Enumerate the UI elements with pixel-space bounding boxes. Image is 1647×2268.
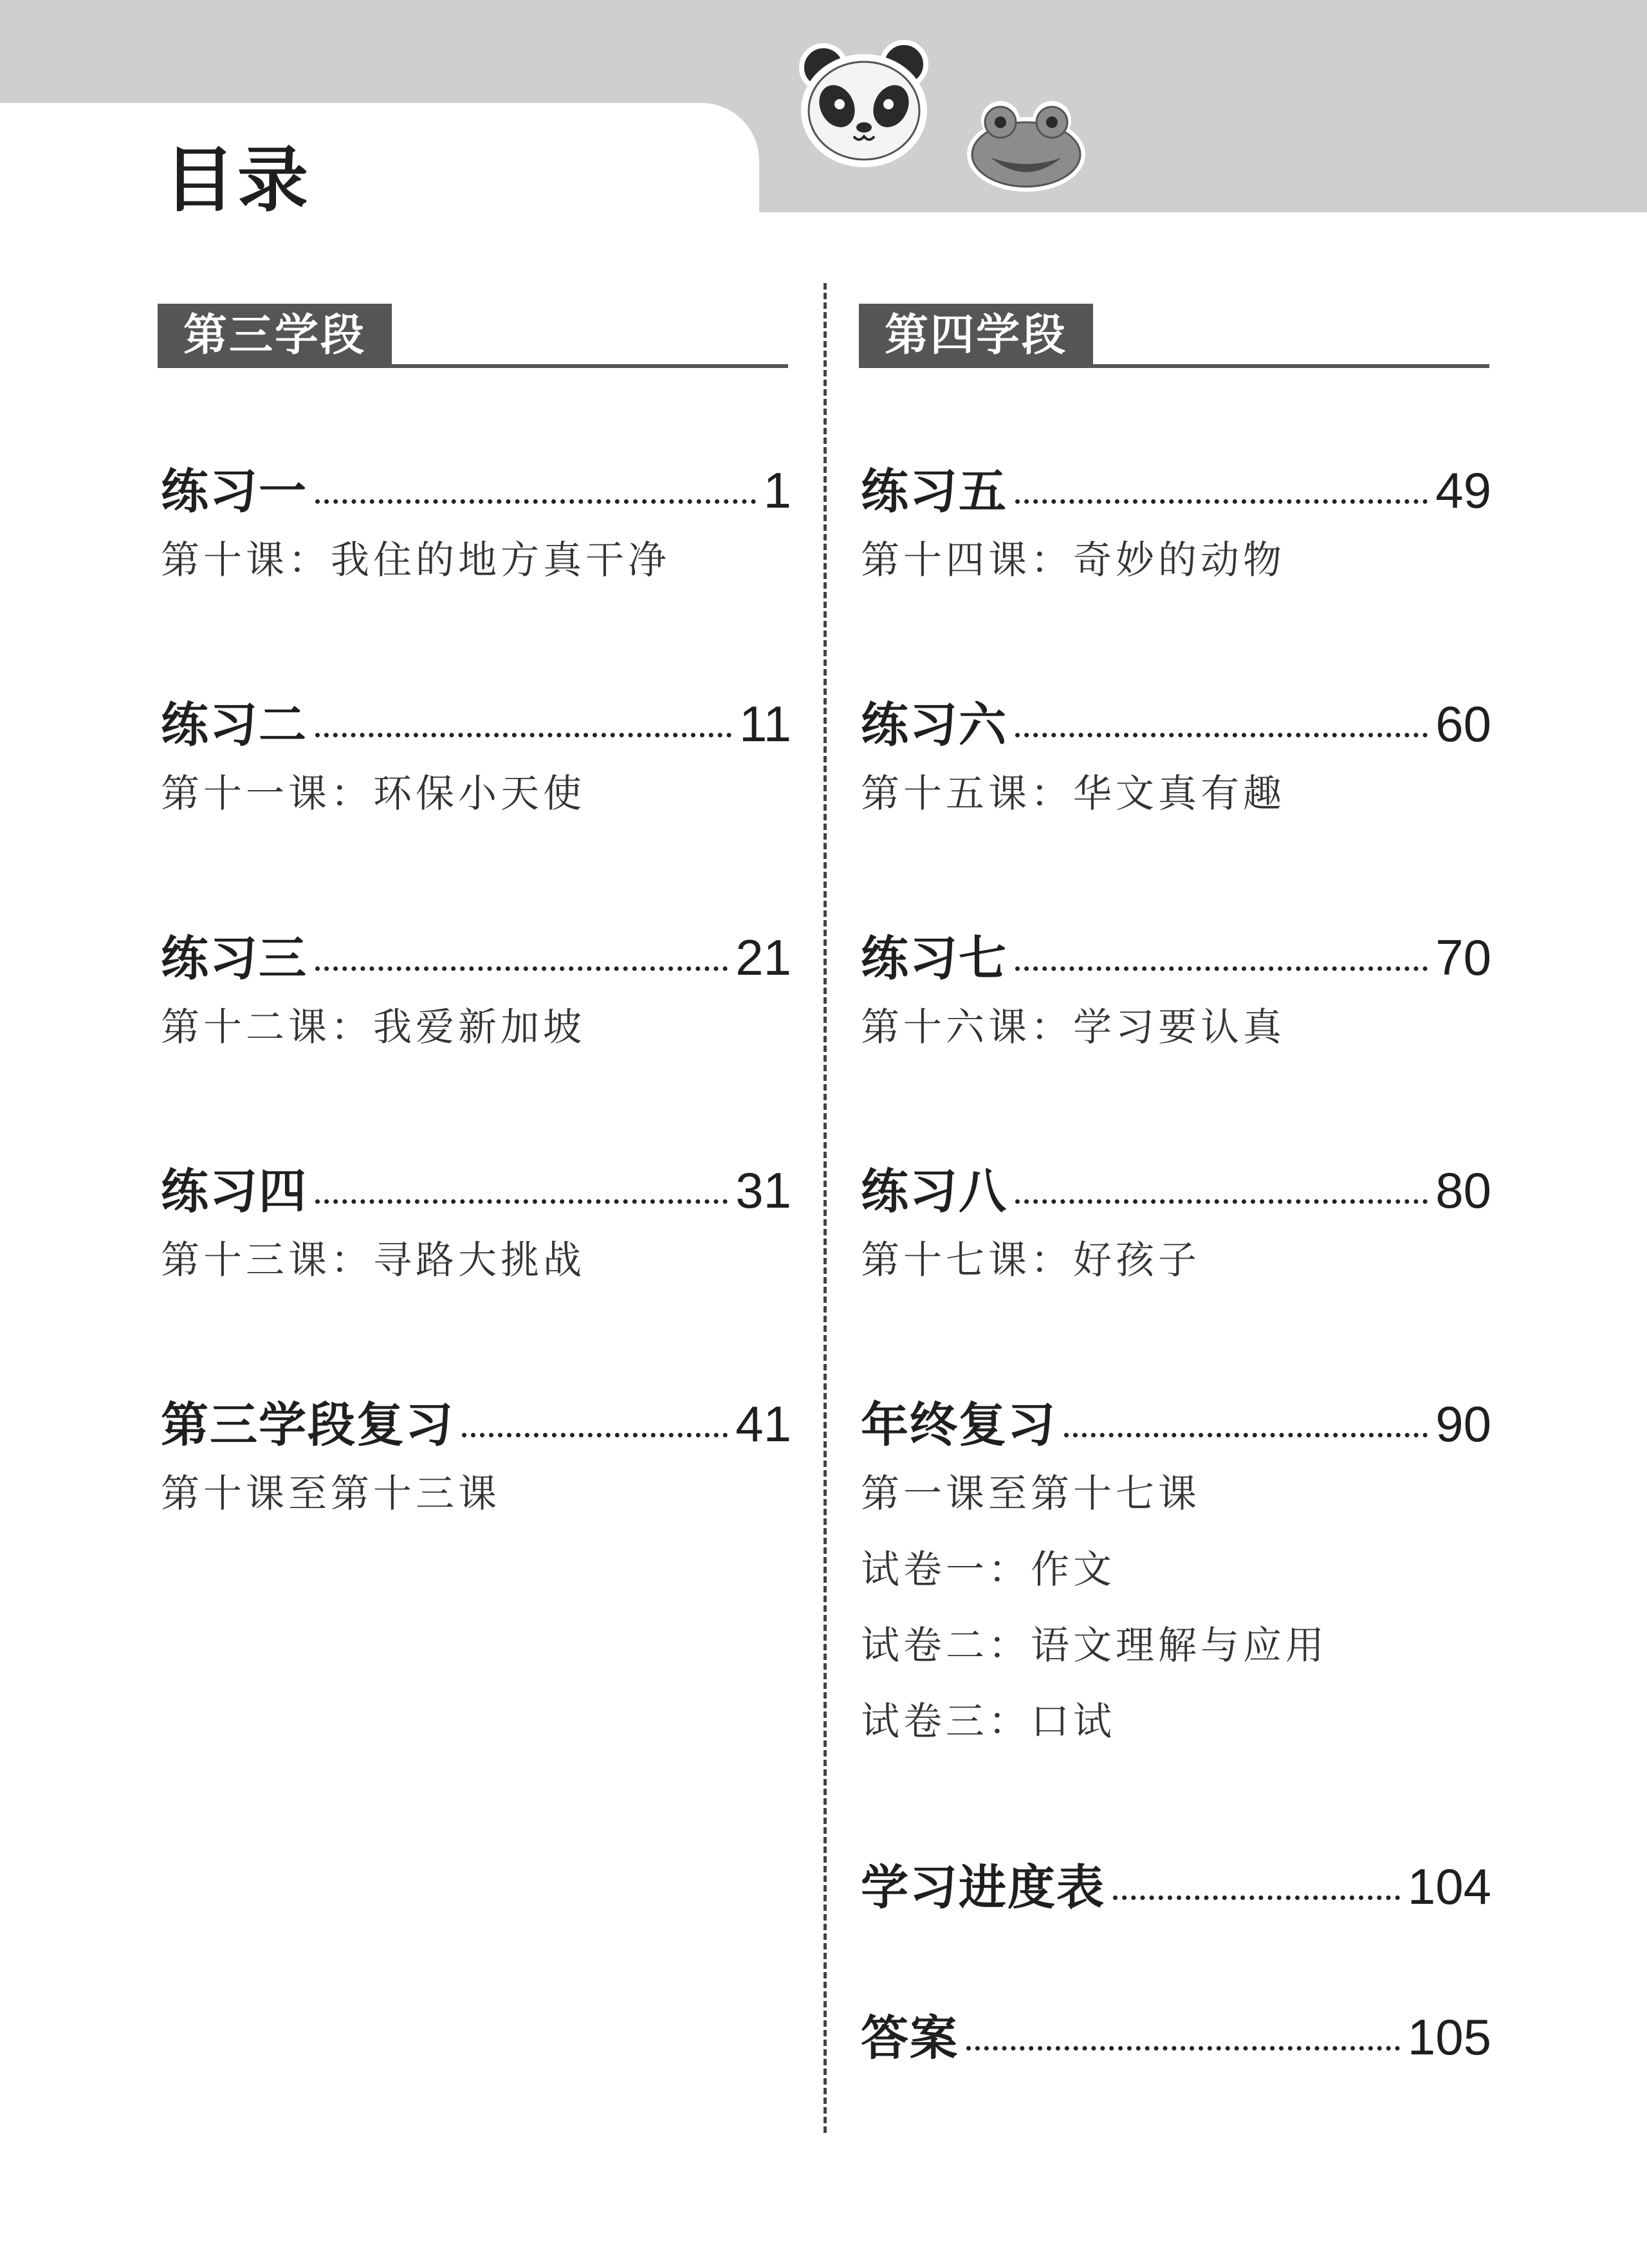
entry-page-number: 60 <box>1435 696 1491 752</box>
entry-subtitle: 第十二课：我爱新加坡 <box>161 1005 585 1050</box>
page-title: 目录 <box>164 139 311 221</box>
entry-title[interactable]: 年终复习 <box>861 1397 1056 1453</box>
entry-page-number: 49 <box>1435 462 1491 519</box>
entry-subtitle: 试卷一：作文 <box>861 1547 1116 1592</box>
entry-title[interactable]: 学习进度表 <box>861 1860 1105 1915</box>
dot-leader <box>462 1428 728 1437</box>
toc-entry[interactable] <box>861 1854 1491 1919</box>
column-divider <box>824 283 827 2133</box>
dot-leader <box>315 494 756 504</box>
entry-page-number: 104 <box>1407 1858 1491 1915</box>
entry-title[interactable]: 练习六 <box>861 697 1008 753</box>
entry-subtitle: 第十课：我住的地方真干净 <box>161 538 670 583</box>
toc-entry[interactable] <box>861 2005 1491 2069</box>
dot-leader <box>1015 1194 1428 1204</box>
entry-title[interactable]: 练习三 <box>161 931 308 986</box>
toc-entry[interactable] <box>161 1392 791 1532</box>
section-rule <box>158 364 788 368</box>
dot-leader <box>1015 961 1428 971</box>
entry-title[interactable]: 答案 <box>861 2011 959 2066</box>
entry-title[interactable]: 练习二 <box>161 697 308 753</box>
toc-entry[interactable] <box>861 692 1491 832</box>
dot-leader <box>1015 728 1428 737</box>
entry-page-number: 90 <box>1435 1396 1491 1452</box>
toc-entry[interactable] <box>161 925 791 1065</box>
entry-subtitle: 第一课至第十七课 <box>861 1471 1201 1517</box>
toc-entry[interactable] <box>161 1158 791 1298</box>
entry-title[interactable]: 练习八 <box>861 1164 1008 1219</box>
entry-page-number: 41 <box>735 1396 791 1452</box>
entry-page-number: 105 <box>1407 2009 1491 2065</box>
toc-entry[interactable] <box>861 1158 1491 1298</box>
entry-title[interactable]: 练习四 <box>161 1164 308 1219</box>
entry-subtitle: 第十三课：寻路大挑战 <box>161 1238 585 1283</box>
dot-leader <box>1113 1890 1400 1900</box>
entry-page-number: 1 <box>763 462 791 519</box>
panda-face-icon <box>795 39 933 171</box>
entry-subtitle: 第十五课：华文真有趣 <box>861 771 1285 816</box>
entry-page-number: 80 <box>1435 1162 1491 1219</box>
entry-page-number: 70 <box>1435 929 1491 986</box>
toc-entry[interactable] <box>861 458 1491 598</box>
toc-entry[interactable] <box>861 1392 1491 1760</box>
section-header-term-4 <box>859 304 1489 368</box>
dot-leader <box>1064 1428 1428 1437</box>
entry-page-number: 21 <box>735 929 791 986</box>
entry-title[interactable]: 第三学段复习 <box>161 1397 454 1453</box>
entry-page-number: 31 <box>735 1162 791 1219</box>
section-rule <box>859 364 1489 368</box>
entry-page-number: 11 <box>739 696 791 752</box>
dot-leader <box>315 961 728 971</box>
entry-subtitle: 试卷二：语文理解与应用 <box>861 1623 1328 1668</box>
entry-title[interactable]: 练习一 <box>161 464 308 519</box>
section-label: 第三学段 <box>158 304 392 368</box>
entry-title[interactable]: 练习五 <box>861 464 1008 519</box>
entry-subtitle: 第十四课：奇妙的动物 <box>861 538 1285 583</box>
entry-subtitle: 第十六课：学习要认真 <box>861 1005 1285 1050</box>
section-header-term-3 <box>158 304 788 368</box>
entry-subtitle: 第十课至第十三课 <box>161 1471 501 1517</box>
dot-leader <box>1015 494 1428 504</box>
entry-title[interactable]: 练习七 <box>861 931 1008 986</box>
frog-face-icon <box>962 93 1090 193</box>
entry-subtitle: 试卷三：口试 <box>861 1699 1116 1744</box>
entry-subtitle: 第十七课：好孩子 <box>861 1238 1201 1283</box>
title-tab <box>0 103 759 244</box>
toc-entry[interactable] <box>161 692 791 832</box>
dot-leader <box>315 1194 728 1204</box>
dot-leader <box>315 728 731 737</box>
toc-entry[interactable] <box>861 925 1491 1065</box>
section-label: 第四学段 <box>859 304 1093 368</box>
entry-subtitle: 第十一课：环保小天使 <box>161 771 585 816</box>
dot-leader <box>966 2041 1400 2051</box>
toc-entry[interactable] <box>161 458 791 598</box>
